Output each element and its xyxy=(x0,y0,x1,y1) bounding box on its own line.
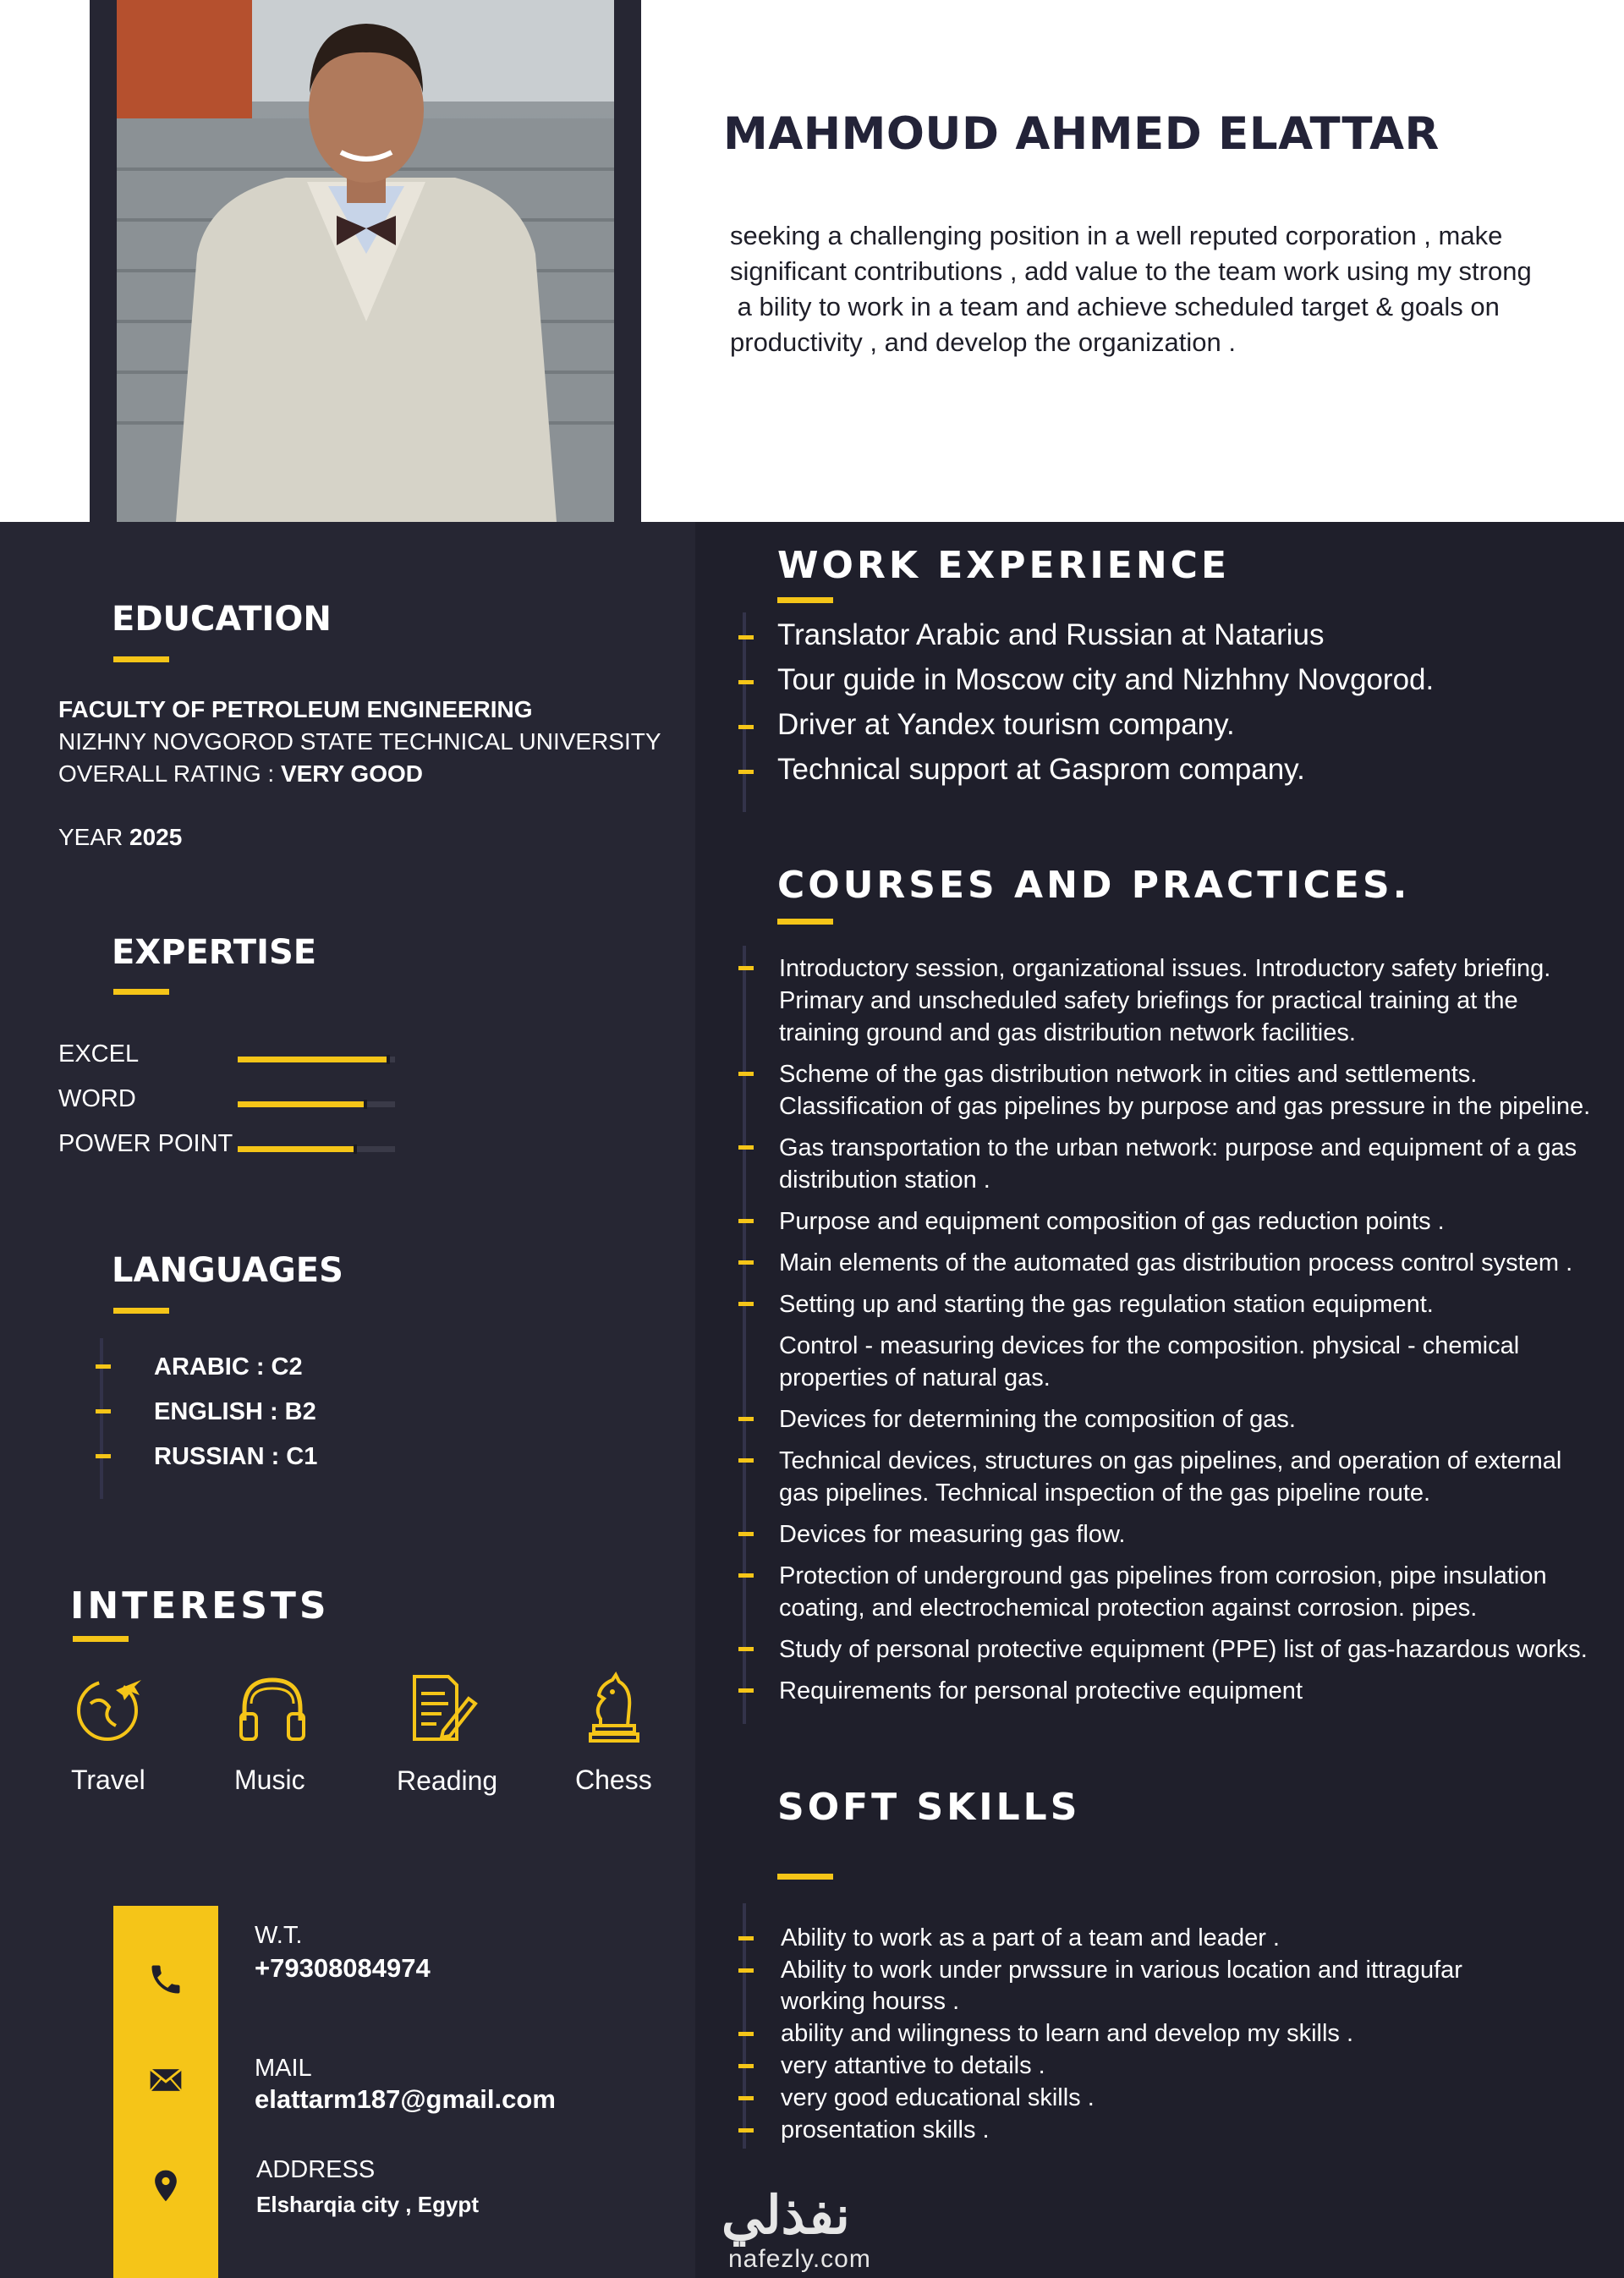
year-label: YEAR xyxy=(58,824,130,850)
header-band xyxy=(0,0,1624,522)
soft-skill-bullet xyxy=(738,1968,754,1973)
interest-label-chess: Chess xyxy=(575,1765,652,1795)
skill-fill-power-point xyxy=(238,1146,357,1152)
work-bullet xyxy=(738,725,754,729)
course-line: Requirements for personal protective equipment xyxy=(779,1677,1303,1704)
interest-label-reading: Reading xyxy=(397,1765,498,1796)
skill-bar-end xyxy=(364,1100,367,1109)
course-item xyxy=(779,1058,1608,1123)
expertise-underline xyxy=(113,989,169,995)
soft-skill-line: ability and wilingness to learn and develop my skills . xyxy=(781,2020,1354,2047)
course-line: Technical devices, structures on gas pipelines, and operation of external xyxy=(779,1447,1562,1474)
course-bullet xyxy=(738,1260,754,1265)
soft-skill-item xyxy=(781,1923,1280,1954)
course-line: Purpose and equipment composition of gas reduction points . xyxy=(779,1208,1445,1235)
work-item: Driver at Yandex tourism company. xyxy=(777,708,1235,741)
course-line: Introductory session, organizational issues. Introductory safety briefing. xyxy=(779,955,1551,982)
course-line: Setting up and starting the gas regulation station equipment. xyxy=(779,1291,1434,1318)
soft-skill-item xyxy=(781,2018,1353,2050)
course-item xyxy=(779,952,1608,1049)
course-line: Protection of underground gas pipelines from corrosion, pipe insulation xyxy=(779,1562,1547,1589)
work-experience-underline xyxy=(777,597,833,603)
skill-bar-end xyxy=(387,1055,390,1064)
course-line: Control - measuring devices for the composition. physical - chemical xyxy=(779,1332,1520,1359)
soft-skill-bullet xyxy=(738,1936,754,1940)
phone-label: W.T. xyxy=(255,1922,303,1949)
course-item xyxy=(779,1445,1608,1509)
course-line: Classification of gas pipelines by purpose and gas pressure in the pipeline. xyxy=(779,1093,1591,1120)
course-bullet xyxy=(738,1302,754,1306)
skill-label-word: WORD xyxy=(58,1085,136,1112)
location-pin-icon xyxy=(147,2167,184,2204)
skill-label-power-point: POWER POINT xyxy=(58,1130,233,1157)
soft-skill-line: Ability to work as a part of a team and leader . xyxy=(781,1924,1280,1951)
work-experience-title: WORK EXPERIENCE xyxy=(777,544,1230,587)
course-bullet xyxy=(738,1072,754,1076)
language-bullet xyxy=(96,1409,111,1413)
course-item xyxy=(779,1330,1608,1394)
address-label: ADDRESS xyxy=(256,2156,376,2183)
course-line: gas pipelines. Technical inspection of the gas pipeline route. xyxy=(779,1479,1431,1507)
language-bullet xyxy=(96,1364,111,1369)
chess-knight-icon xyxy=(575,1670,651,1746)
language-item: ARABIC : C2 xyxy=(154,1353,303,1381)
courses-underline xyxy=(777,919,833,925)
languages-underline xyxy=(113,1308,169,1314)
mail-value[interactable]: elattarm187@gmail.com xyxy=(255,2084,556,2114)
summary-line: significant contributions , add value to the team work using my strong xyxy=(730,256,1532,286)
course-line: Main elements of the automated gas distribution process control system . xyxy=(779,1249,1573,1276)
education-underline xyxy=(113,656,169,662)
course-bullet xyxy=(738,1145,754,1150)
mail-label: MAIL xyxy=(255,2055,312,2082)
courses-timeline xyxy=(743,946,746,1724)
soft-skill-line: Ability to work under prwssure in various location and ittragufar xyxy=(781,1957,1462,1984)
course-bullet xyxy=(738,1573,754,1578)
soft-skill-item xyxy=(781,1955,1462,2017)
course-item xyxy=(779,1675,1608,1707)
course-line: Primary and unscheduled safety briefings for practical training at the xyxy=(779,987,1518,1014)
profile-photo-illustration xyxy=(117,0,614,522)
soft-skill-item xyxy=(781,2050,1045,2082)
interest-label-travel: Travel xyxy=(71,1765,145,1795)
languages-timeline xyxy=(100,1338,103,1499)
skill-bar-power-point xyxy=(238,1146,395,1152)
education-year xyxy=(58,824,182,851)
language-item: ENGLISH : B2 xyxy=(154,1398,316,1425)
work-bullet xyxy=(738,770,754,774)
summary-line: a bility to work in a team and achieve scheduled target & goals on xyxy=(730,292,1500,321)
language-bullet xyxy=(96,1454,111,1458)
language-item: RUSSIAN : C1 xyxy=(154,1443,318,1470)
course-item xyxy=(779,1403,1608,1435)
work-timeline xyxy=(743,612,746,812)
course-bullet xyxy=(738,1458,754,1463)
soft-skill-line: very good educational skills . xyxy=(781,2084,1095,2111)
course-item xyxy=(779,1633,1608,1666)
nafezly-watermark xyxy=(721,2184,908,2275)
work-item: Translator Arabic and Russian at Natarius xyxy=(777,618,1325,651)
skill-fill-excel xyxy=(238,1057,390,1062)
address-value: Elsharqia city , Egypt xyxy=(256,2192,479,2217)
expertise-title: EXPERTISE xyxy=(112,933,317,972)
course-bullet xyxy=(738,1219,754,1223)
course-line: Scheme of the gas distribution network in cities and settlements. xyxy=(779,1061,1478,1088)
skill-bar-end xyxy=(354,1144,357,1154)
mail-icon xyxy=(147,2061,184,2099)
watermark-latin: nafezly.com xyxy=(728,2245,871,2273)
interest-label-music: Music xyxy=(234,1765,305,1795)
course-item xyxy=(779,1288,1608,1320)
headphones-icon xyxy=(234,1670,310,1746)
work-item: Technical support at Gasprom company. xyxy=(777,753,1305,786)
objective-summary xyxy=(730,218,1584,360)
soft-skill-bullet xyxy=(738,2096,754,2100)
photo-frame xyxy=(90,0,641,522)
summary-line: productivity , and develop the organization . xyxy=(730,327,1236,357)
phone-value[interactable]: +79308084974 xyxy=(255,1953,431,1983)
course-line: Devices for measuring gas flow. xyxy=(779,1521,1126,1548)
soft-skill-item xyxy=(781,2083,1095,2114)
soft-skill-line: very attantive to details . xyxy=(781,2052,1045,2079)
course-line: coating, and electrochemical protection against corrosion. pipes. xyxy=(779,1595,1478,1622)
phone-icon xyxy=(147,1961,184,1998)
course-line: Gas transportation to the urban network: purpose and equipment of a gas xyxy=(779,1134,1577,1161)
work-item: Tour guide in Moscow city and Nizhhny Novgorod. xyxy=(777,663,1435,696)
course-item xyxy=(779,1132,1608,1196)
course-item xyxy=(779,1518,1608,1551)
document-pen-icon xyxy=(404,1670,480,1746)
course-bullet xyxy=(738,1532,754,1536)
rating-label: OVERALL RATING : xyxy=(58,760,281,787)
soft-skill-line: working hourss . xyxy=(781,1988,960,2015)
course-bullet xyxy=(738,1417,754,1421)
course-item xyxy=(779,1205,1608,1238)
languages-title: LANGUAGES xyxy=(112,1251,343,1290)
courses-title: COURSES AND PRACTICES. xyxy=(777,864,1411,907)
education-rating xyxy=(58,760,423,788)
travel-globe-plane-icon xyxy=(72,1670,148,1746)
full-name: MAHMOUD AHMED ELATTAR xyxy=(723,108,1440,160)
work-bullet xyxy=(738,635,754,639)
education-university: NIZHNY NOVGOROD STATE TECHNICAL UNIVERSITY xyxy=(58,728,661,755)
course-item xyxy=(779,1247,1608,1279)
soft-skills-title: SOFT SKILLS xyxy=(777,1786,1081,1829)
soft-skill-line: prosentation skills . xyxy=(781,2116,990,2144)
course-item xyxy=(779,1560,1608,1624)
course-line: training ground and gas distribution network facilities. xyxy=(779,1019,1356,1046)
soft-skill-bullet xyxy=(738,2128,754,2133)
soft-skill-item xyxy=(781,2115,990,2146)
course-line: properties of natural gas. xyxy=(779,1364,1051,1392)
watermark-arabic: نفذلي xyxy=(721,2187,850,2245)
rating-value: VERY GOOD xyxy=(280,760,423,787)
summary-line: seeking a challenging position in a well reputed corporation , make xyxy=(730,221,1503,250)
course-bullet xyxy=(738,966,754,970)
interests-title: INTERESTS xyxy=(70,1584,330,1628)
course-bullet xyxy=(738,1647,754,1651)
interests-underline xyxy=(73,1636,129,1642)
education-title: EDUCATION xyxy=(112,600,332,639)
skill-bar-word xyxy=(238,1101,395,1107)
work-bullet xyxy=(738,680,754,684)
profile-photo xyxy=(117,0,614,522)
year-value: 2025 xyxy=(129,824,183,850)
course-bullet xyxy=(738,1688,754,1693)
skill-label-excel: EXCEL xyxy=(58,1040,140,1068)
soft-skill-bullet xyxy=(738,2064,754,2068)
course-line: distribution station . xyxy=(779,1166,990,1194)
soft-skills-underline xyxy=(777,1874,833,1880)
soft-skill-bullet xyxy=(738,2032,754,2036)
course-line: Devices for determining the composition of gas. xyxy=(779,1406,1296,1433)
course-line: Study of personal protective equipment (PPE) list of gas-hazardous works. xyxy=(779,1636,1588,1663)
education-faculty: FACULTY OF PETROLEUM ENGINEERING xyxy=(58,696,533,722)
skill-bar-excel xyxy=(238,1057,395,1062)
skill-fill-word xyxy=(238,1101,367,1107)
